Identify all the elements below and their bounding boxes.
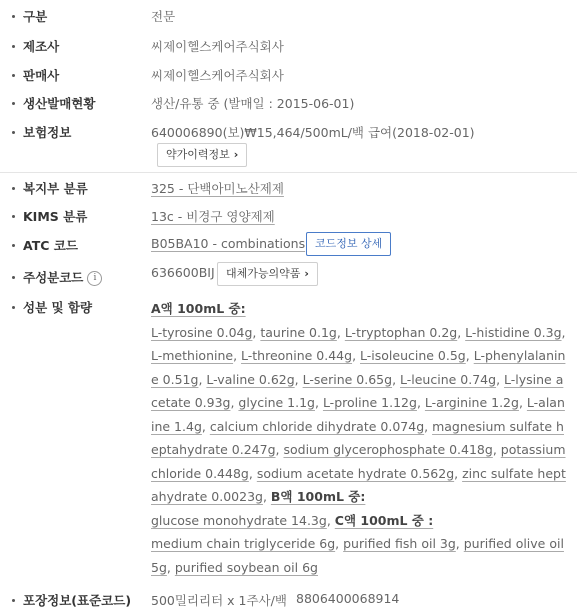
ingredient-item[interactable]: L-alanine 1.4g [151, 395, 565, 434]
composition-list: A액 100mL 중: L-tyrosine 0.04g, taurine 0.1g, L-tryptophan 0.2g, L-histidine 0.3g, L-methionine, L-threonine 0.44g, L-isoleucine 0.5g, L-phenylalanine 0.51g, L-valine 0.62g, L-serine 0.65g, L-leucine 0.74g, L-lysine acetate 0.93g, glycine 1.1g, L-proline 1.12g, L-arginine 1.2g, L-alanine 1.4g, calcium chloride dihydrate 0.074g, magnesium sulfate heptahydrate 0.247g, sodium glycerophosphate 0.418g, potassium chloride 0.448g, sodium acetate hydrate 0.562g, zinc sulfate heptahydrate 0.0023g, B액 100mL 중: glucose monohydrate 14.3g, C액 100mL 중 : medium chain triglyceride 6g, purified fish oil 3g, purified olive oil 5g, purified soybean oil 6g [151, 301, 566, 575]
ingredient-item[interactable]: L-leucine 0.74g [400, 371, 497, 387]
label-category: 구분 [12, 7, 47, 25]
ingredient-item[interactable]: L-proline 1.12g [322, 395, 417, 410]
label-insurance: 보험정보 [12, 123, 71, 141]
ingredient-item[interactable]: L-serine 0.65g [302, 371, 393, 387]
ingredient-item[interactable]: L-methionine [151, 348, 234, 363]
label-production: 생산발매현황 [12, 94, 95, 112]
value-category: 전문 [151, 9, 176, 24]
ingredient-item[interactable]: L-threonine 0.44g [241, 348, 353, 363]
value-package: 500밀리리터 x 1주사/백 [151, 593, 287, 608]
substitutable-drugs-button-label: 대체가능의약품 [226, 267, 301, 280]
ingredient-item[interactable]: L-lysine acetate 0.93g [151, 371, 564, 410]
section-a-header: A액 100mL 중: [151, 301, 246, 316]
price-history-button[interactable] [157, 143, 247, 167]
ingredient-item[interactable]: glucose monohydrate 14.3g [151, 512, 327, 528]
ingredient-item[interactable]: glycine 1.1g [238, 395, 315, 410]
ingredient-item[interactable]: potassium chloride 0.448g [151, 442, 566, 481]
value-insurance: 640006890(보)₩15,464/500mL/백 급여(2018-02-01) [151, 125, 475, 140]
atc-code-link[interactable]: B05BA10 - combinations [151, 236, 306, 251]
package-standard-code: 8806400068914 [296, 591, 400, 606]
ingredient-item[interactable]: purified fish oil 3g [343, 536, 456, 551]
ingredient-item[interactable]: L-isoleucine 0.5g [360, 348, 466, 363]
value-ingredient-code: 636600BIJ [151, 265, 215, 280]
ingredient-item[interactable]: medium chain triglyceride 6g [151, 536, 336, 551]
code-detail-button[interactable]: 코드정보 상세 [306, 232, 391, 256]
label-seller: 판매사 [12, 66, 59, 84]
label-welfare-class: 복지부 분류 [12, 179, 88, 197]
ingredient-item[interactable]: purified soybean oil 6g [174, 559, 318, 575]
label-package: 포장정보(표준코드) [12, 591, 131, 609]
kims-class-link[interactable]: 13c - 비경구 영양제제 [151, 209, 275, 224]
section-divider [0, 172, 577, 173]
value-production: 생산/유통 중 (발매일 : 2015-06-01) [151, 96, 355, 111]
ingredient-item[interactable]: taurine 0.1g [260, 324, 337, 340]
ingredient-item[interactable]: L-tyrosine 0.04g [151, 324, 253, 340]
label-ingredient-code [12, 268, 102, 286]
label-kims-class: KIMS 분류 [12, 207, 87, 225]
ingredient-item[interactable]: sodium glycerophosphate 0.418g [283, 442, 493, 457]
ingredient-item[interactable]: L-phenylalanine 0.51g [151, 348, 566, 387]
label-atc-code: ATC 코드 [12, 236, 78, 254]
ingredient-item[interactable]: calcium chloride dihydrate 0.074g [209, 418, 425, 434]
substitutable-drugs-button[interactable] [217, 262, 318, 286]
ingredient-item[interactable]: L-tryptophan 0.2g [344, 324, 458, 340]
ingredient-item[interactable]: L-arginine 1.2g [424, 395, 519, 410]
ingredient-item[interactable]: sodium acetate hydrate 0.562g [256, 465, 455, 481]
section-c-header: C액 100mL 중 : [334, 512, 434, 528]
value-manufacturer: 씨제이헬스케어주식회사 [151, 39, 284, 54]
label-manufacturer: 제조사 [12, 37, 59, 55]
value-seller: 씨제이헬스케어주식회사 [151, 68, 284, 83]
label-composition: 성분 및 함량 [12, 298, 92, 316]
section-b-header: B액 100mL 중: [270, 489, 366, 504]
ingredient-item[interactable]: zinc sulfate heptahydrate 0.0023g [151, 465, 566, 504]
ingredient-item[interactable]: magnesium sulfate heptahydrate 0.247g [151, 418, 564, 457]
ingredient-item[interactable]: purified olive oil 5g [151, 536, 564, 575]
ingredient-item[interactable]: L-histidine 0.3g [465, 324, 562, 340]
info-circle-icon[interactable]: i [87, 271, 102, 286]
welfare-class-link[interactable]: 325 - 단백아미노산제제 [151, 181, 284, 196]
ingredient-item[interactable]: L-valine 0.62g [206, 371, 295, 387]
chevron-right-icon: › [233, 148, 239, 161]
label-ingredient-code-text: 주성분코드 [23, 270, 84, 285]
chevron-right-icon: › [304, 267, 309, 280]
price-history-button-label: 약가이력정보 [166, 148, 230, 161]
